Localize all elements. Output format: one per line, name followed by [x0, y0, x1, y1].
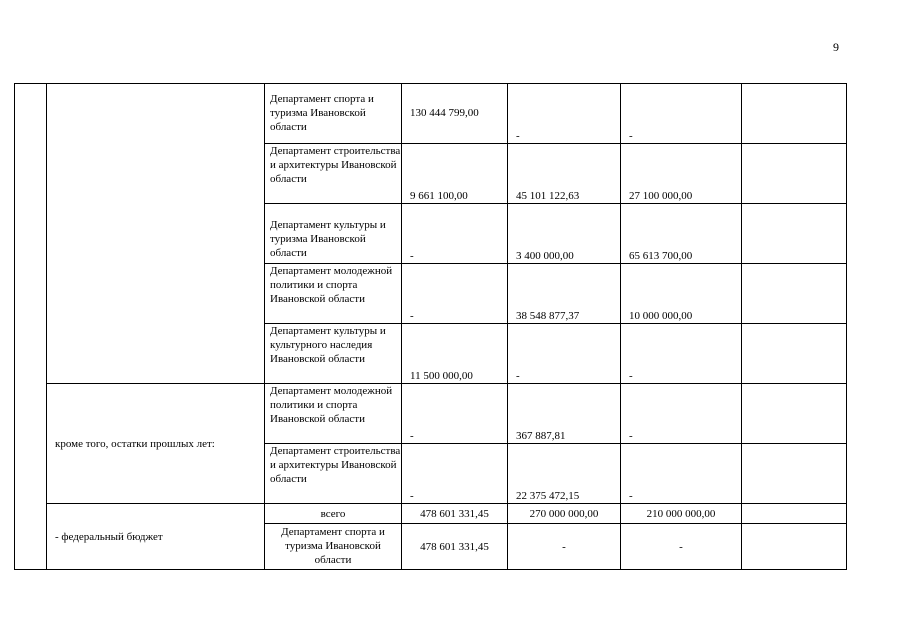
amount-cell: 130 444 799,00 [402, 84, 508, 144]
amount-cell: 27 100 000,00 [621, 144, 742, 204]
margin-column [15, 84, 47, 570]
department-cell: Департамент культуры и культурного наследия Ивановской области [265, 324, 402, 384]
budget-table [14, 83, 847, 570]
amount-cell: - [621, 524, 742, 570]
amount-cell: 45 101 122,63 [508, 144, 621, 204]
amount-cell: 38 548 877,37 [508, 264, 621, 324]
empty-cell [742, 264, 847, 324]
empty-cell [742, 384, 847, 444]
total-amount: 270 000 000,00 [508, 504, 621, 524]
amount-cell: - [402, 444, 508, 504]
department-cell: Департамент молодежной политики и спорта Ивановской области [265, 264, 402, 324]
empty-cell [742, 524, 847, 570]
amount-cell: - [621, 84, 742, 144]
page-number: 9 [833, 40, 839, 54]
table-row [15, 84, 847, 144]
empty-cell [742, 204, 847, 264]
department-cell: Департамент культуры и туризма Ивановской области [265, 204, 402, 264]
empty-cell [742, 84, 847, 144]
empty-cell [742, 504, 847, 524]
amount-cell: - [621, 324, 742, 384]
amount-cell: 22 375 472,15 [508, 444, 621, 504]
amount-cell: - [621, 444, 742, 504]
amount-cell: - [402, 264, 508, 324]
empty-cell [742, 144, 847, 204]
empty-cell [742, 324, 847, 384]
table-row [15, 384, 847, 444]
amount-cell: 478 601 331,45 [402, 524, 508, 570]
total-amount: 478 601 331,45 [402, 504, 508, 524]
department-cell: Департамент спорта и туризма Ивановской области [265, 84, 402, 144]
amount-cell: 65 613 700,00 [621, 204, 742, 264]
prior-balances-label: кроме того, остатки прошлых лет: [47, 384, 265, 504]
amount-cell: 10 000 000,00 [621, 264, 742, 324]
amount-cell: - [402, 384, 508, 444]
amount-cell: 11 500 000,00 [402, 324, 508, 384]
total-label: всего [265, 504, 402, 524]
department-cell: Департамент строительства и архитектуры Ивановской области [265, 444, 402, 504]
amount-cell: - [508, 324, 621, 384]
amount-cell: 367 887,81 [508, 384, 621, 444]
department-cell: Департамент молодежной политики и спорта Ивановской области [265, 384, 402, 444]
amount-cell: - [508, 84, 621, 144]
department-cell: Департамент строительства и архитектуры Ивановской области [265, 144, 402, 204]
amount-cell: - [621, 384, 742, 444]
empty-cell [742, 444, 847, 504]
amount-cell: 3 400 000,00 [508, 204, 621, 264]
total-amount: 210 000 000,00 [621, 504, 742, 524]
federal-budget-label: - федеральный бюджет [47, 504, 265, 570]
amount-cell: - [508, 524, 621, 570]
table-row [15, 504, 847, 524]
empty-label-cell [47, 84, 265, 384]
department-cell: Департамент спорта и туризма Ивановской области [265, 524, 402, 570]
amount-cell: 9 661 100,00 [402, 144, 508, 204]
amount-cell: - [402, 204, 508, 264]
